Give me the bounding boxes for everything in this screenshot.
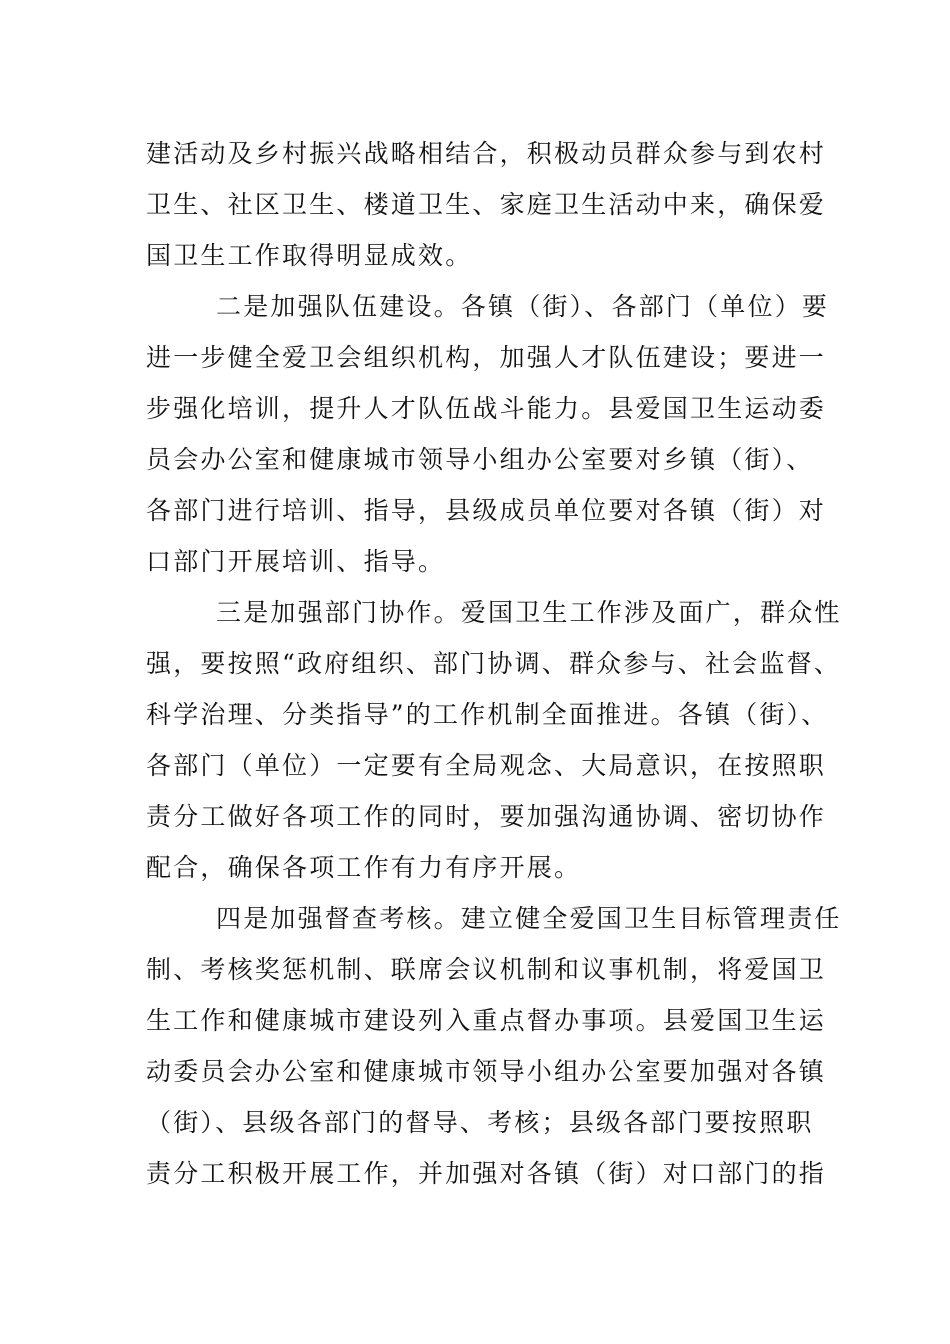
text-line: 四是加强督查考核。建立健全爱国卫生目标管理责任 [216,904,842,933]
paragraph-3 [146,587,842,893]
text-line: 各部门（单位）一定要有全局观念、大局意识，在按照职 [146,751,827,780]
text-line: 国卫生工作取得明显成效。 [146,241,473,270]
text-line: 卫生、社区卫生、楼道卫生、家庭卫生活动中来，确保爱 [146,190,827,219]
text-line: 责分工做好各项工作的同时，要加强沟通协调、密切协作 [146,802,827,831]
text-line: 制、考核奖惩机制、联席会议机制和议事机制，将爱国卫 [146,955,827,984]
text-line: 生工作和健康城市建设列入重点督办事项。县爱国卫生运 [146,1006,827,1035]
paragraph-4 [146,893,842,1199]
text-line: 二是加强队伍建设。各镇（街）、各部门（单位）要 [216,292,830,321]
text-line: 三是加强部门协作。爱国卫生工作涉及面广，群众性 [216,598,842,627]
text-line: 步强化培训，提升人才队伍战斗能力。县爱国卫生运动委 [146,394,827,423]
text-line: （街）、县级各部门的督导、考核；县级各部门要按照职 [146,1108,814,1137]
text-line: 动委员会办公室和健康城市领导小组办公室要加强对各镇 [146,1057,827,1086]
paragraph-1 [146,128,827,281]
text-line: 进一步健全爱卫会组织机构，加强人才队伍建设；要进一 [146,343,827,372]
text-line: 责分工积极开展工作，并加强对各镇（街）对口部门的指 [146,1159,827,1188]
text-line: 口部门开展培训、指导。 [146,547,446,576]
text-line: 员会办公室和健康城市领导小组办公室要对乡镇（街）、 [146,445,814,474]
text-line: 建活动及乡村振兴战略相结合，积极动员群众参与到农村 [146,139,827,168]
text-line: 科学治理、分类指导”的工作机制全面推进。各镇（街）、 [146,700,829,729]
text-line: 强，要按照“政府组织、部门协调、群众参与、社会监督、 [146,649,841,678]
text-line: 配合，确保各项工作有力有序开展。 [146,853,582,882]
paragraph-2 [146,281,830,587]
body-text [146,128,842,1199]
text-line: 各部门进行培训、指导，县级成员单位要对各镇（街）对 [146,496,827,525]
